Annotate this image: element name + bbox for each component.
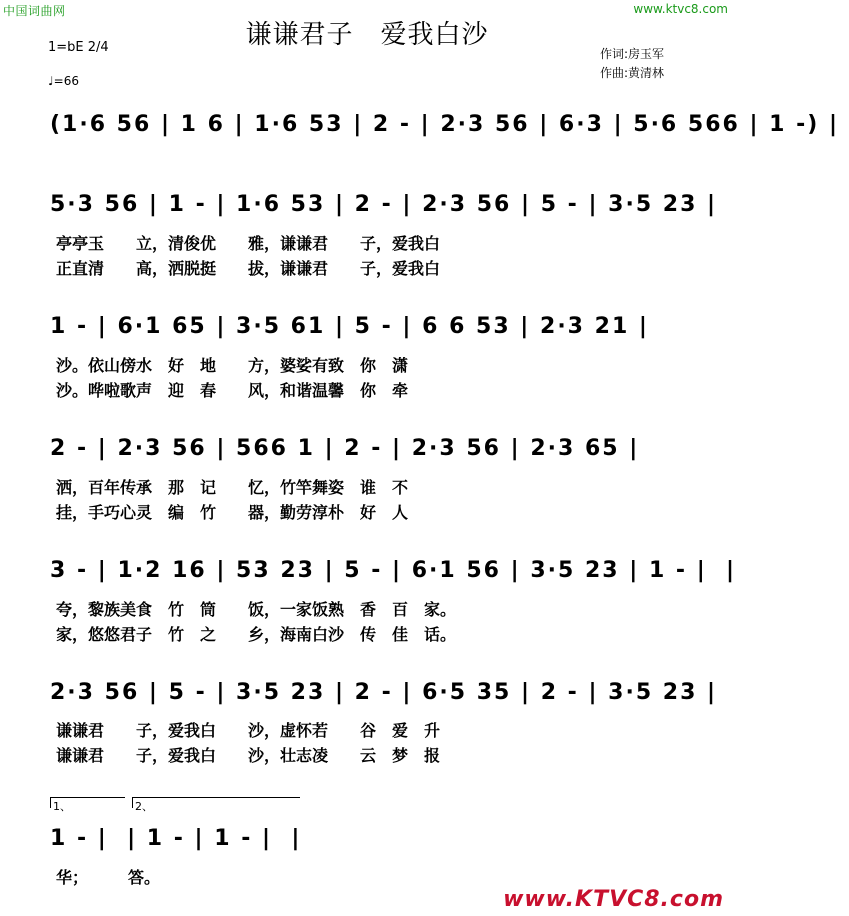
composer-credit: 作曲:黄清林 <box>600 66 665 80</box>
lyric-line: 挂，手巧心灵 编 竹 器，勤劳淳朴 好 人 <box>56 503 409 522</box>
lyric-line: 谦谦君 子，爱我白 沙，虚怀若 谷 爱 升 <box>56 721 441 740</box>
key-signature: 1=bE 2/4 <box>48 40 109 55</box>
notation-row: 1 - | 6·1 65 | 3·5 61 | 5 - | 6 6 53 | 2·3 21 | <box>50 314 659 339</box>
lyric-line: 洒，百年传承 那 记 忆，竹竿舞姿 谁 不 <box>56 478 409 497</box>
song-title: 谦谦君子 爱我白沙 <box>245 20 489 50</box>
lyric-line: 正直清 高，洒脱挺 拔，谦谦君 子，爱我白 <box>56 259 441 278</box>
notation-row: (1·6 56 | 1 6 | 1·6 53 | 2 - | 2·3 56 | 6·3 | 5·6 566 | 1 -) | <box>50 112 849 137</box>
lyric-line: 沙。哗啦歌声 迎 春 风，和谐温馨 你 牵 <box>56 381 409 400</box>
volta-label: 2、 <box>135 800 153 813</box>
lyric-line: 亭亭玉 立，清俊优 雅，谦谦君 子，爱我白 <box>56 234 441 253</box>
lyric-line: 华； 答。 <box>56 868 161 887</box>
tempo-marking: ♩=66 <box>48 74 79 88</box>
notation-row: 2·3 56 | 5 - | 3·5 23 | 2 - | 6·5 35 | 2 - | 3·5 23 | <box>50 680 727 705</box>
volta-label: 1、 <box>53 800 71 813</box>
site-url-link[interactable]: www.ktvc8.com <box>633 2 728 16</box>
lyric-line: 沙。依山傍水 好 地 方，婆娑有致 你 潇 <box>56 356 409 375</box>
lyric-line: 家，悠悠君子 竹 之 乡，海南白沙 传 佳 话。 <box>56 625 457 644</box>
site-name-link[interactable]: 中国词曲网 <box>3 4 66 18</box>
lyricist-credit: 作词:房玉军 <box>600 47 665 61</box>
lyric-line: 夸，黎族美食 竹 筒 饭，一家饭熟 香 百 家。 <box>56 600 457 619</box>
lyric-line: 谦谦君 子，爱我白 沙，壮志凌 云 梦 报 <box>56 746 441 765</box>
notation-row: 1 - | | 1 - | 1 - | | <box>50 826 312 851</box>
footer-watermark: www.KTVC8.com <box>503 887 724 912</box>
notation-row: 5·3 56 | 1 - | 1·6 53 | 2 - | 2·3 56 | 5 - | 3·5 23 | <box>50 192 727 217</box>
notation-row: 2 - | 2·3 56 | 566 1 | 2 - | 2·3 56 | 2·3 65 | <box>50 436 649 461</box>
notation-row: 3 - | 1·2 16 | 53 23 | 5 - | 6·1 56 | 3·5 23 | 1 - | | <box>50 558 746 583</box>
volta-second-ending <box>132 797 300 813</box>
volta-first-ending <box>50 797 125 813</box>
